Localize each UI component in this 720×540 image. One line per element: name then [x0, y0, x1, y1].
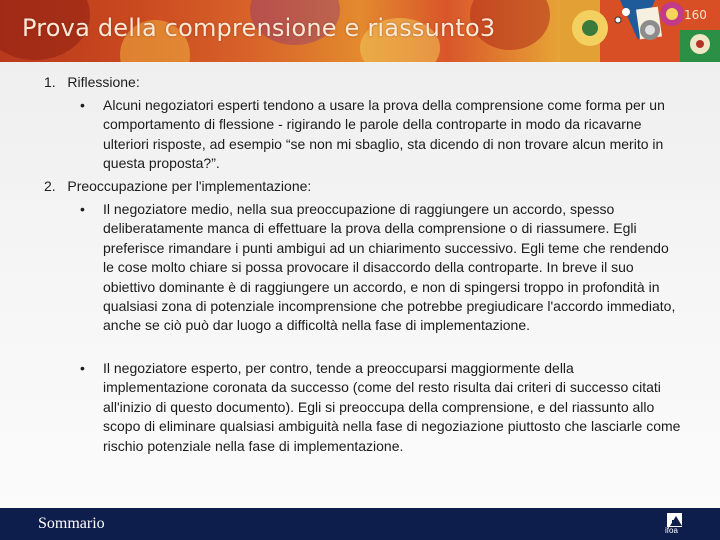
bullet-icon: • — [80, 360, 85, 376]
bullet-text: Il negoziatore esperto, per contro, tende a preoccuparsi maggiormente della implementazione coronata da successo (come del resto risulta dai criteri di successo citati all'inizio di questo documento). Egli si preoccupa della comprensione, e del riassunto allo scopo di eliminare qualsiasi ambiguità nella fase di negoziazione piuttosto che lasciarle come rischio potenziale nella fase di implementazione. — [103, 360, 681, 454]
bullet-icon: • — [80, 201, 85, 217]
list-item-1-label: 1. Riflessione: — [44, 74, 140, 90]
slide-body — [0, 62, 720, 508]
slide-number: 160 — [684, 8, 707, 22]
bullet-text: Alcuni negoziatori esperti tendono a usare la prova della comprensione come forma per un comportamento di flessione - rigirando le parole della controparte in modo da ricavarne ulteriori risposte, ad esempio “se non mi sbaglio, sta dicendo di non trovare alcun merito in questa proposta?”. — [103, 97, 665, 172]
bullet-text: Il negoziatore medio, nella sua preoccupazione di raggiungere un accordo, spesso deliberatamente manca di effettuare la prova della comprensione o di riassumere. Egli preferisce rimandare i punti ambigui ad un chiarimento successivo. Egli teme che rendendo le cose molto chiare si possa provocare il disaccordo della controparte. In breve il suo obiettivo dominante è di raggiungere un accordo, e non di spingersi troppo in profondità in qualsiasi zona di potenziale incomprensione che potrebbe pregiudicare l'accordo immediato, anche se ciò può dar luogo a difficoltà nella fase di implementazione. — [103, 201, 676, 334]
logo-text: ifoa — [665, 526, 678, 535]
footer-bar — [0, 508, 720, 540]
bullet-icon: • — [80, 97, 85, 113]
list-item-2-label: 2. Preoccupazione per l'implementazione: — [44, 178, 312, 194]
header-banner — [0, 0, 720, 62]
page-title: Prova della comprensione e riassunto3 — [22, 14, 496, 42]
sommario-link[interactable]: Sommario — [38, 515, 105, 532]
